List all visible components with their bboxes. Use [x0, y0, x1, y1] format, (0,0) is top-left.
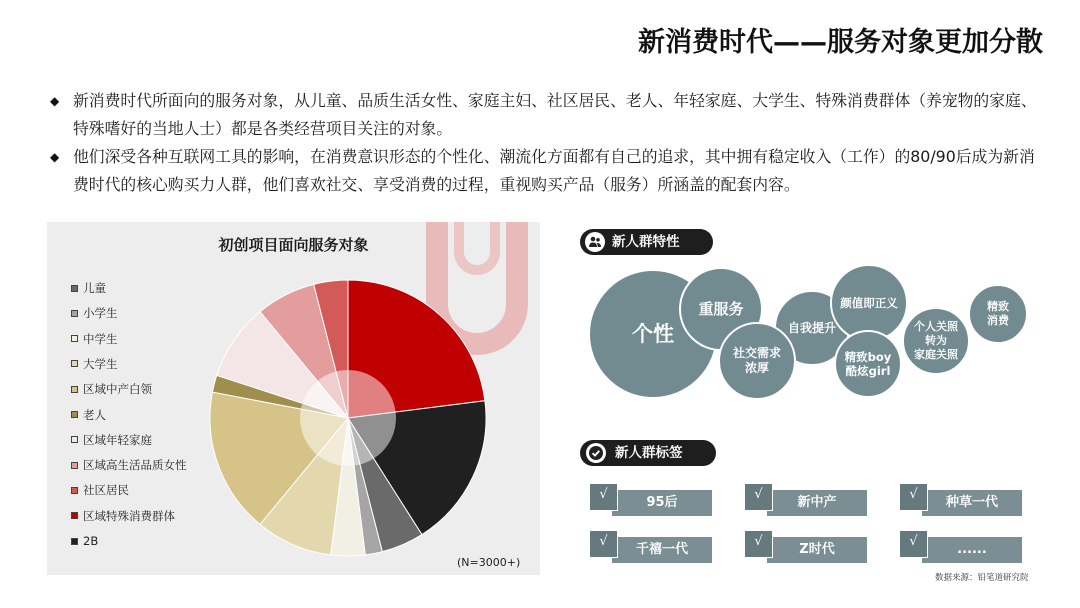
bubble-text: 转为	[925, 334, 947, 348]
check-mark-icon: √	[589, 483, 618, 511]
tag-more	[899, 530, 1023, 564]
bubble-text: 社交需求	[732, 346, 781, 360]
bullet-text-line: 特殊嗜好的当地人士）都是各类经营项目关注的对象。	[73, 119, 453, 138]
pie-slices	[210, 280, 486, 556]
bubble-text: 重服务	[698, 299, 744, 318]
bullet-text-line: 费时代的核心购买力人群，他们喜欢社交、享受消费的过程，重视购买产品（服务）所涵盖的配套内容。	[73, 175, 800, 194]
check-mark-icon: √	[589, 530, 618, 558]
legend-label: 区域高生活品质女性	[83, 458, 187, 473]
people-icon	[585, 232, 605, 252]
legend-label: 小学生	[83, 306, 118, 321]
chart-legend	[71, 281, 221, 551]
bullet-list	[48, 87, 1043, 199]
tags-heading: 新人群标签	[615, 445, 683, 461]
legend-label: 2B	[83, 534, 99, 548]
trait-bubble-family-care	[902, 307, 970, 375]
tag-new-middle-class	[744, 483, 868, 517]
diamond-bullet-icon: ◆	[50, 150, 60, 164]
legend-label: 大学生	[83, 356, 118, 371]
bubble-text: 颜值即正义	[840, 295, 898, 310]
check-mark-icon: √	[744, 483, 773, 511]
traits-heading-pill	[580, 229, 713, 255]
legend-swatch	[71, 487, 78, 494]
legend-label: 区域特殊消费群体	[83, 508, 175, 523]
tag-label: ......	[922, 537, 1022, 563]
tag-label: 种草一代	[922, 490, 1022, 516]
check-circle-icon	[586, 443, 606, 463]
tag-label: 95后	[612, 490, 712, 516]
legend-item	[71, 408, 221, 422]
legend-swatch	[71, 411, 78, 418]
bullet-text-line: 他们深受各种互联网工具的影响，在消费意识形态的个性化、潮流化方面都有自己的追求，其中拥有稳定收入（工作）的80/90后成为新消	[73, 147, 1035, 166]
legend-item	[71, 433, 221, 447]
sample-size-note: (N=3000+)	[457, 556, 521, 569]
legend-item	[71, 458, 221, 472]
tag-gen-z	[744, 530, 868, 564]
legend-swatch	[71, 310, 78, 317]
legend-swatch	[71, 335, 78, 342]
chart-title: 初创项目面向服务对象	[218, 236, 369, 254]
traits-heading: 新人群特性	[612, 234, 680, 250]
bubble-text: 酷炫girl	[845, 364, 891, 378]
tag-grass-planting-generation	[899, 483, 1023, 517]
check-mark-icon: √	[899, 530, 928, 558]
bullet-item	[48, 143, 1043, 199]
tag-post-95	[589, 483, 713, 517]
trait-bubble-social-needs	[718, 322, 796, 400]
bubble-text: 精致boy	[844, 349, 892, 364]
legend-swatch	[71, 285, 78, 292]
legend-item	[71, 382, 221, 396]
check-mark-icon: √	[744, 530, 773, 558]
pie-chart-panel	[47, 222, 540, 575]
legend-swatch	[71, 436, 78, 443]
tag-millennials	[589, 530, 713, 564]
legend-swatch	[71, 512, 78, 519]
legend-label: 老人	[83, 407, 106, 422]
legend-item	[71, 534, 221, 548]
bubble-text: 精致	[987, 300, 1009, 314]
legend-item	[71, 281, 221, 295]
legend-label: 区域年轻家庭	[83, 432, 152, 447]
legend-label: 中学生	[83, 331, 118, 346]
bubble-text: 自我提升	[787, 320, 836, 335]
bubble-text: 个性	[632, 321, 674, 346]
trait-bubble-refined-consumption	[968, 284, 1028, 344]
bubble-text: 家庭关照	[914, 347, 958, 361]
legend-item	[71, 357, 221, 371]
bubble-text: 消费	[987, 314, 1009, 327]
bullet-text-line: 新消费时代所面向的服务对象，从儿童、品质生活女性、家庭主妇、社区居民、老人、年轻家庭、大学生、特殊消费群体（养宠物的家庭、	[73, 91, 1037, 110]
legend-label: 儿童	[83, 281, 106, 295]
legend-swatch	[71, 386, 78, 393]
tag-label: 千禧一代	[612, 537, 712, 563]
diamond-bullet-icon: ◆	[50, 94, 60, 108]
bubble-text: 浓厚	[744, 361, 769, 375]
legend-swatch	[71, 462, 78, 469]
legend-label: 社区居民	[83, 483, 129, 498]
bullet-item	[48, 87, 1043, 143]
legend-swatch	[71, 538, 78, 545]
tags-heading-pill	[580, 440, 716, 466]
trait-bubble-refined-boy-cool-girl	[834, 330, 902, 398]
slide-title: 新消费时代——服务对象更加分散	[638, 27, 1043, 58]
tag-label: Z时代	[767, 537, 867, 563]
pie-center-highlight	[300, 370, 396, 466]
legend-swatch	[71, 360, 78, 367]
data-source-note: 数据来源：铅笔道研究院	[935, 573, 1029, 583]
legend-item	[71, 306, 221, 320]
legend-item	[71, 509, 221, 523]
check-mark-icon: √	[899, 483, 928, 511]
bubble-text: 个人关照	[914, 320, 958, 334]
tag-label: 新中产	[767, 490, 867, 516]
legend-item	[71, 483, 221, 497]
legend-item	[71, 332, 221, 346]
legend-label: 区域中产白领	[83, 382, 152, 397]
